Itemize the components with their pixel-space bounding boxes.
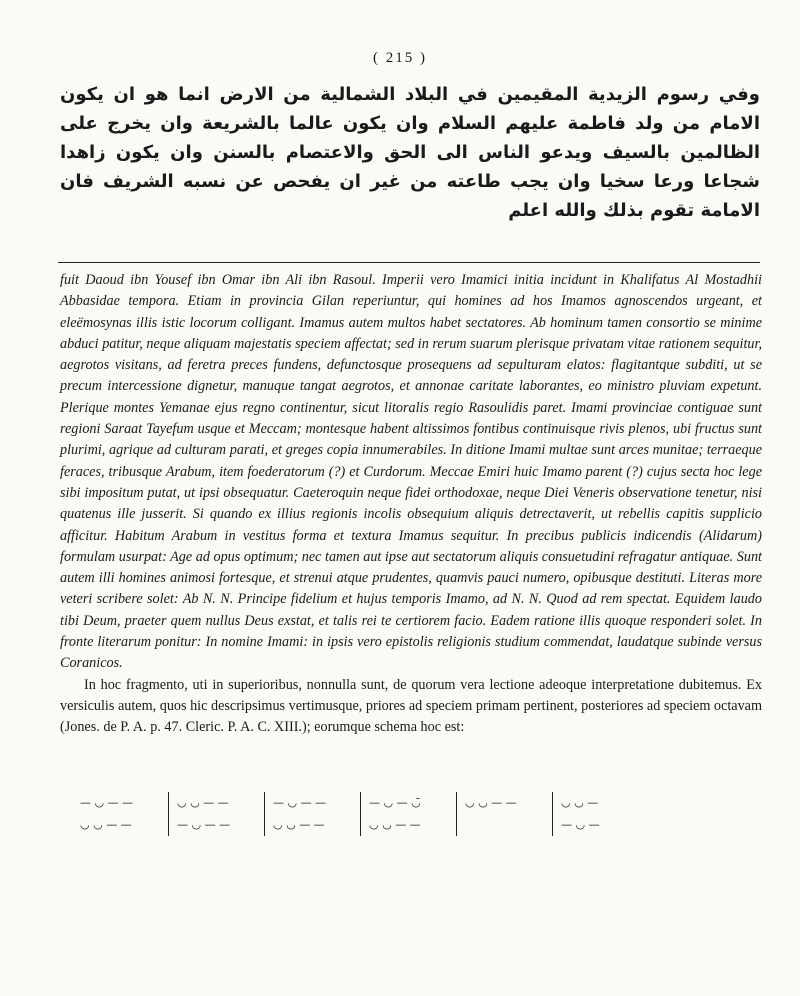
latin-paragraph-1: fuit Daoud ibn Yousef ibn Omar ibn Ali ibn Rasoul. Imperii vero Imamici initia incidunt in Khalifatus Al Mostadhii Abbasidae tempora. Etiam in provincia Gilan reperiuntur, qui homines ad hos Imamos agnoscendos urgeant, et eleëmosynas illis istic locorum colligant. Imamus autem multos habet sectatores. Ab hominum tamen consortio se minime abduci patitur, neque aliquam majestatis speciem affectat; sed in rerum suarum plerisque privatam vitae rationem sequitur, aegrotos visitans, ad feretra preces fundens, defunctosque prosequens ad sepulturam elatos: flagitantque subditi, ut se precum intercessione dignetur, manuque tangat aegrotos, et annonae caritate laborantes, eo ministro pluviam expetunt. Plerique montes Yemanae ejus regno continentur, sicut litoralis regio Rasoulidis paret. Imami provinciae contiguae sunt regioni Saraat Tayefum usque et Meccam; montesque habent altissimos fontibus continuisque rivis plenos, ubi fructus sunt plurimi, agrique ad culturam parati, et greges copia innumerabiles. In ditione Imami multae sunt arces munitae; terraeque feraces, tribusque Arabum, item foederatorum (?) et Curdorum. Meccae Emiri huic Imamo parent (?) cujus secta hoc lege sibi impositum putat, ut ipsi obsequatur. Caeteroquin neque fidei orthodoxae, neque Diei Veneris observatione tenetur, nisi quatenus ille jusserit. Si quando ex illius regionis incolis obsequium aliquis detrectaverit, ut rebellis capitis supplicio afficitur. Habitum Arabum in vestitus forma et textura Imamus sequitur. In precibus publicis indicendis (Alidarum) formulam usurpat: Age ad opus optimum; nec tamen aut ipse aut sectatorum aliquis consuetudini refragatur antiquae. Sunt autem illi homines animosi fortesque, et strenui atque prudentes, quamvis pauci numero, opibusque destituti. Literas more veteri scribere solet: Ab N. N. Principe fidelium et hujus temporis Imamo, ad N. N. Quod ad rem spectat. Equidem laudo tibi Deum, praeter quem nullus Deus exstat, et talis rei te certiorem facio. Eadem ratione illis quoque responderi solet. In fronte literarum ponitur: In nomine Imami: in ipsis vero epistolis religionis studium commendat, laudatque subinde versus Coranicos.: [60, 272, 762, 672]
scheme-column: [552, 792, 648, 836]
scheme-line-bottom: ◡ ◡ — —: [80, 818, 132, 831]
scheme-line-top: ◡ ◡ — —: [465, 796, 517, 809]
scheme-line-bottom: — ◡ — —: [177, 818, 231, 831]
scheme-column: [72, 792, 168, 836]
scheme-line-top: — ◡ — —: [273, 796, 327, 809]
scheme-line-bottom: — ◡ —: [561, 818, 600, 831]
scheme-column: [456, 792, 552, 836]
page-number: ( 215 ): [373, 50, 427, 66]
scheme-column: [168, 792, 264, 836]
scheme-line-top: ◡ ◡ —: [561, 796, 599, 809]
section-rule: [58, 262, 760, 263]
scheme-column: [264, 792, 360, 836]
scheme-line-top: ◡ ◡ — —: [177, 796, 229, 809]
metrical-scheme: [72, 792, 752, 836]
scheme-line-top: — ◡ — ◡̄: [369, 796, 421, 809]
scheme-line-top: — ◡ — —: [80, 796, 134, 809]
scheme-line-bottom: ◡ ◡ — —: [369, 818, 421, 831]
arabic-text: وفي رسوم الزيدية المقيمين في البلاد الشمالية من الارض انما هو ان يكون الامام من ولد فاطمة عليهم السلام وان يكون عالما بالشريعة وان يخرج على الظالمين بالسيف ويدعو الناس الى الحق والاعتصام بالسنن وان يكون زاهدا شجاعا ورعا سخيا وان يجب طاعته من غير ان يفحص عن نسبه الشريف فان الامامة تقوم بذلك والله اعلم: [60, 84, 760, 221]
latin-translation: [60, 270, 762, 739]
latin-paragraph-2: In hoc fragmento, uti in superioribus, nonnulla sunt, de quorum vera lectione adeoque interpretatione dubitemus. Ex versiculis autem, quos hic descripsimus vertimusque, priores ad speciem primam pertinent, posteriores ad speciem octavam (Jones. de P. A. p. 47. Cleric. P. A. C. XIII.); eorumque schema hoc est:: [60, 676, 762, 736]
scheme-line-bottom: ◡ ◡ — —: [273, 818, 325, 831]
scheme-column: [360, 792, 456, 836]
